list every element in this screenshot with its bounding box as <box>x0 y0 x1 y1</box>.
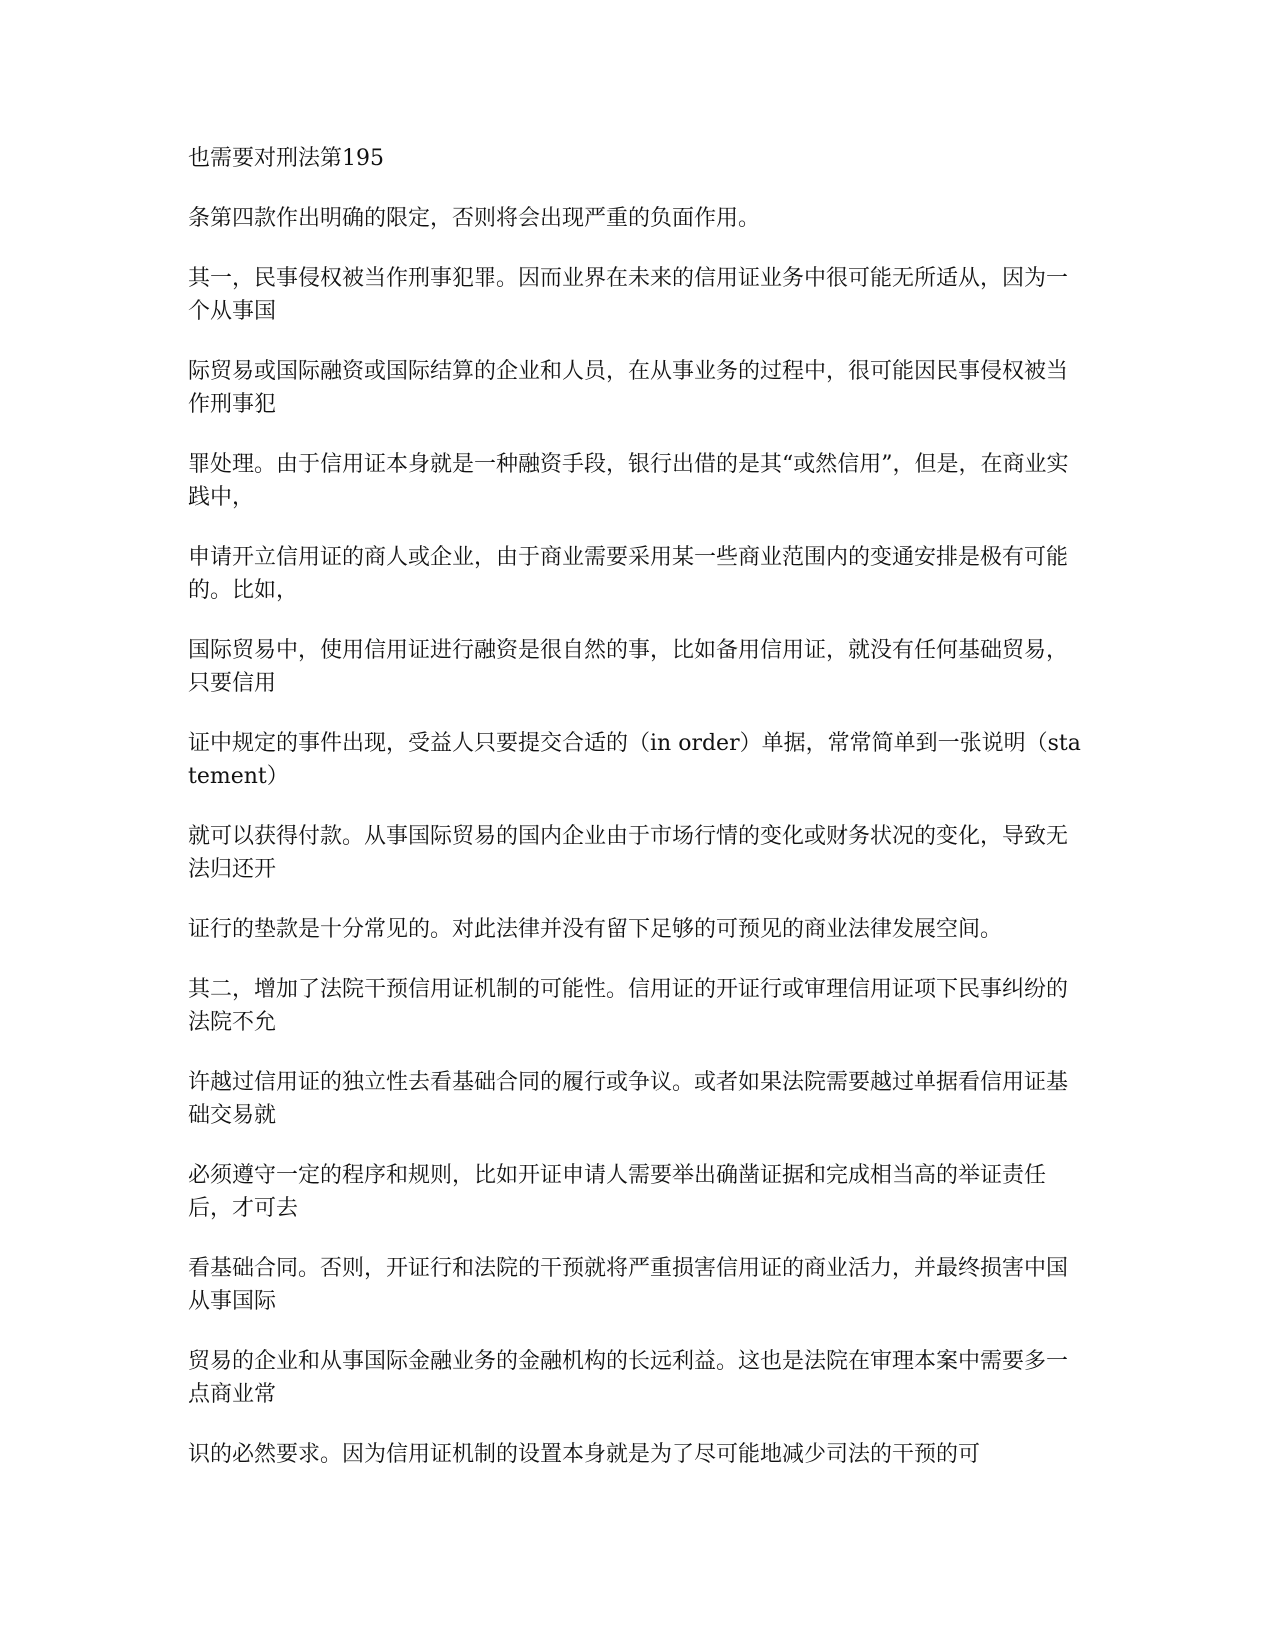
paragraph: 其二，增加了法院干预信用证机制的可能性。信用证的开证行或审理信用证项下民事纠纷的法院不允 <box>188 977 1069 1035</box>
body-text <box>188 142 1088 1498</box>
paragraph: 申请开立信用证的商人或企业，由于商业需要采用某一些商业范围内的变通安排是极有可能的。比如， <box>188 545 1069 603</box>
paragraph: 识的必然要求。因为信用证机制的设置本身就是为了尽可能地减少司法的干预的可 <box>188 1442 981 1467</box>
paragraph: 其一，民事侵权被当作刑事犯罪。因而业界在未来的信用证业务中很可能无所适从，因为一个从事国 <box>188 266 1069 324</box>
paragraph: 国际贸易中，使用信用证进行融资是很自然的事，比如备用信用证，就没有任何基础贸易，只要信用 <box>188 638 1069 696</box>
paragraph: 贸易的企业和从事国际金融业务的金融机构的长远利益。这也是法院在审理本案中需要多一点商业常 <box>188 1349 1069 1407</box>
paragraph: 也需要对刑法第195 <box>188 146 384 171</box>
paragraph: 必须遵守一定的程序和规则，比如开证申请人需要举出确凿证据和完成相当高的举证责任后，才可去 <box>188 1163 1047 1221</box>
paragraph: 条第四款作出明确的限定，否则将会出现严重的负面作用。 <box>188 206 761 231</box>
paragraph: 就可以获得付款。从事国际贸易的国内企业由于市场行情的变化或财务状况的变化，导致无法归还开 <box>188 824 1069 882</box>
paragraph: 罪处理。由于信用证本身就是一种融资手段，银行出借的是其“或然信用”，但是，在商业实践中， <box>188 452 1069 510</box>
paragraph: 际贸易或国际融资或国际结算的企业和人员，在从事业务的过程中，很可能因民事侵权被当作刑事犯 <box>188 359 1069 417</box>
paragraph: 许越过信用证的独立性去看基础合同的履行或争议。或者如果法院需要越过单据看信用证基础交易就 <box>188 1070 1069 1128</box>
paragraph: 证中规定的事件出现，受益人只要提交合适的（in order）单据，常常简单到一张说明（statement） <box>188 731 1081 789</box>
paragraph: 证行的垫款是十分常见的。对此法律并没有留下足够的可预见的商业法律发展空间。 <box>188 917 1003 942</box>
paragraph: 看基础合同。否则，开证行和法院的干预就将严重损害信用证的商业活力，并最终损害中国从事国际 <box>188 1256 1069 1314</box>
